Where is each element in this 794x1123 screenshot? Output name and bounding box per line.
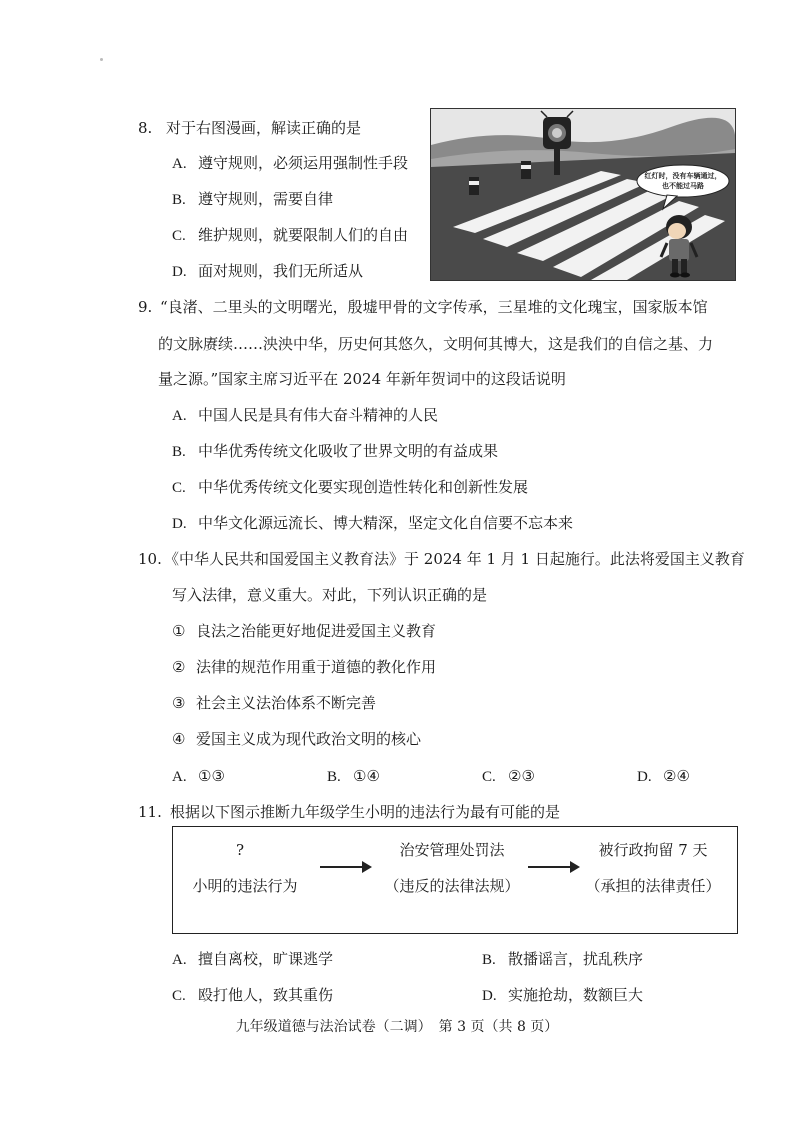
option-text: ②④	[663, 767, 690, 785]
option-text: ①④	[353, 767, 380, 785]
diagram-arrow-2	[528, 866, 578, 868]
option-letter: A.	[172, 408, 187, 424]
option-text: 遵守规则，必须运用强制性手段	[198, 154, 409, 172]
diagram-penalty-label: （承担的法律责任）	[585, 877, 721, 895]
statement-mark: ①	[172, 622, 186, 640]
option-letter: C.	[482, 769, 496, 785]
option-text: ②③	[508, 767, 535, 785]
q9-option-b[interactable]	[172, 441, 498, 462]
q9-text-line-1: “良渚、二里头的文明曙光，殷墟甲骨的文字传承，三星堆的文化瑰宝，国家版本馆	[160, 298, 708, 316]
q10-text-line-2: 写入法律，意义重大。对此，下列认识正确的是	[172, 586, 488, 604]
option-text: 中华文化源远流长、博大精深，坚定文化自信要不忘本来	[198, 514, 574, 532]
option-text: 中华优秀传统文化要实现创造性转化和创新性发展	[198, 478, 529, 496]
q11-option-b[interactable]	[482, 949, 643, 970]
q11-option-c[interactable]	[172, 985, 333, 1006]
option-text: 维护规则，就要限制人们的自由	[198, 226, 409, 244]
q9-text-line-2: 的文脉赓续……泱泱中华，历史何其悠久，文明何其博大，这是我们的自信之基、力	[158, 335, 714, 353]
q9-text-line-3: 量之源。”国家主席习近平在 2024 年新年贺词中的这段话说明	[158, 370, 566, 388]
option-letter: B.	[172, 192, 186, 208]
option-text: ①③	[198, 767, 225, 785]
option-letter: D.	[172, 264, 187, 280]
option-text: 中国人民是具有伟大奋斗精神的人民	[198, 406, 439, 424]
option-letter: C.	[172, 228, 186, 244]
q10-option-a[interactable]	[172, 766, 225, 787]
option-text: 面对规则，我们无所适从	[198, 262, 364, 280]
option-text: 中华优秀传统文化吸收了世界文明的有益成果	[198, 442, 499, 460]
diagram-penalty: 被行政拘留 7 天	[598, 841, 708, 859]
q8-cartoon	[430, 108, 736, 281]
option-letter: C.	[172, 988, 186, 1004]
q8-option-b[interactable]	[172, 189, 333, 210]
option-letter: B.	[482, 952, 496, 968]
option-text: 散播谣言，扰乱秩序	[508, 950, 644, 968]
q11-option-d[interactable]	[482, 985, 643, 1006]
option-letter: A.	[172, 769, 187, 785]
q11-number: 11.	[138, 803, 162, 821]
option-letter: A.	[172, 156, 187, 172]
option-text: 殴打他人，致其重伤	[198, 986, 334, 1004]
option-letter: D.	[172, 516, 187, 532]
diagram-violation-label: 小明的违法行为	[192, 877, 298, 895]
option-letter: B.	[172, 444, 186, 460]
diagram-unknown-mark: ?	[235, 841, 245, 859]
q10-number: 10.	[138, 550, 162, 568]
q10-option-b[interactable]	[327, 766, 380, 787]
q9-option-a[interactable]	[172, 405, 438, 426]
cartoon-bubble-line-1: 红灯时，没有车辆通过，	[644, 172, 722, 180]
q10-statement-1	[172, 621, 436, 641]
q8-option-c[interactable]	[172, 225, 408, 246]
q10-text-line-1: 《中华人民共和国爱国主义教育法》于 2024 年 1 月 1 日起施行。此法将爱国主义教育	[164, 550, 745, 568]
diagram-law-label: （违反的法律法规）	[384, 877, 520, 895]
cartoon-crosswalk-illustration	[431, 109, 735, 280]
q10-option-d[interactable]	[637, 766, 690, 787]
q8-option-d[interactable]	[172, 261, 363, 282]
q9-number: 9.	[138, 298, 153, 316]
option-text: 实施抢劫，数额巨大	[508, 986, 644, 1004]
scan-speck	[100, 58, 103, 61]
option-letter: B.	[327, 769, 341, 785]
option-letter: A.	[172, 952, 187, 968]
statement-text: 法律的规范作用重于道德的教化作用	[196, 658, 437, 676]
statement-text: 社会主义法治体系不断完善	[196, 694, 377, 712]
option-letter: D.	[637, 769, 652, 785]
q9-option-c[interactable]	[172, 477, 528, 498]
q10-statement-2	[172, 657, 436, 677]
q10-statement-3	[172, 693, 376, 713]
q9-option-d[interactable]	[172, 513, 573, 534]
option-letter: D.	[482, 988, 497, 1004]
option-text: 擅自离校，旷课逃学	[198, 950, 334, 968]
q8-option-a[interactable]	[172, 153, 408, 174]
q10-option-c[interactable]	[482, 766, 535, 787]
diagram-law-name: 治安管理处罚法	[399, 841, 505, 859]
cartoon-bubble-line-2: 也不能过马路	[662, 182, 704, 190]
q8-number: 8.	[138, 119, 153, 137]
q11-option-a[interactable]	[172, 949, 333, 970]
option-letter: C.	[172, 480, 186, 496]
statement-mark: ②	[172, 658, 186, 676]
statement-mark: ③	[172, 694, 186, 712]
statement-text: 爱国主义成为现代政治文明的核心	[196, 730, 422, 748]
q10-statement-4	[172, 729, 421, 749]
statement-mark: ④	[172, 730, 186, 748]
q8-stem: 对于右图漫画，解读正确的是	[166, 119, 362, 137]
diagram-arrow-1	[320, 866, 370, 868]
q11-stem: 根据以下图示推断九年级学生小明的违法行为最有可能的是	[170, 803, 561, 821]
statement-text: 良法之治能更好地促进爱国主义教育	[196, 622, 437, 640]
option-text: 遵守规则，需要自律	[198, 190, 334, 208]
page-footer: 九年级道德与法治试卷（二调） 第 3 页（共 8 页）	[235, 1019, 559, 1035]
